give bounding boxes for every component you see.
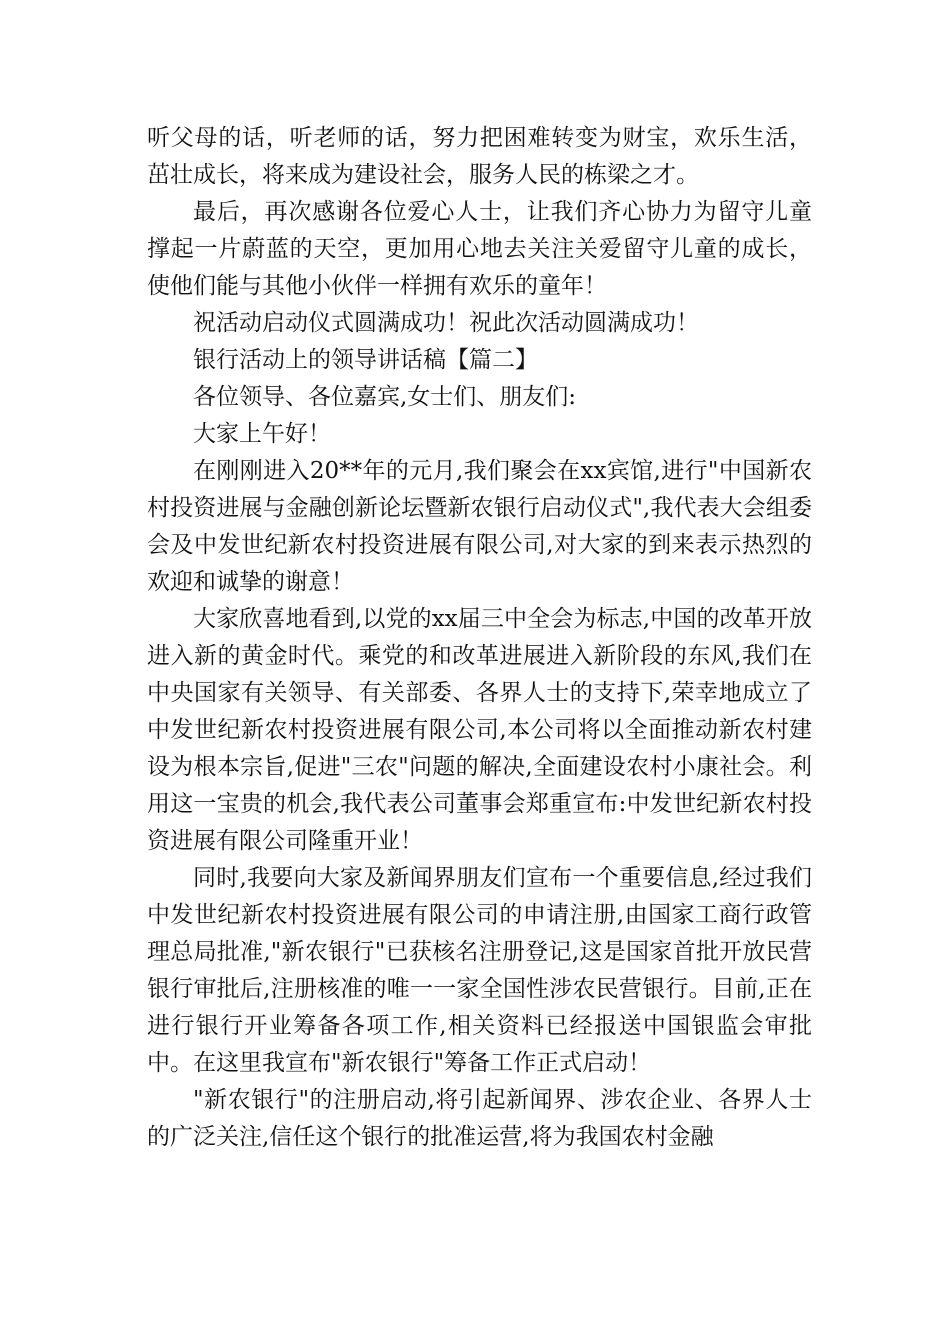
salutation: 各位领导、各位嘉宾,女士们、朋友们:: [193, 384, 577, 410]
paragraph-1: 听父母的话，听老师的话，努力把困难转变为财宝，欢乐生活，茁壮成长，将来成为建设社会，服务人民的栋梁之才。: [147, 125, 812, 188]
paragraph-3: 祝活动启动仪式圆满成功！祝此次活动圆满成功！: [193, 310, 699, 336]
paragraph-9: 同时,我要向大家及新闻界朋友们宣布一个重要信息,经过我们中发世纪新农村投资进展有限公司的申请注册,由国家工商行政管理总局批准,"新农银行"已获核名注册登记,这是国家首批开放民营银行审批后,注册核准的唯一一家全国性涉农民营银行。目前,正在进行银行开业筹备各项工作,相关资料已经报送中国银监会审批中。在这里我宣布"新农银行"筹备工作正式启动！: [147, 865, 812, 1076]
section-heading: 银行活动上的领导讲话稿【篇二】: [193, 347, 538, 373]
greeting: 大家上午好！: [193, 421, 331, 447]
document-body: [147, 120, 812, 1156]
paragraph-2: 最后，再次感谢各位爱心人士，让我们齐心协力为留守儿童撑起一片蔚蓝的天空，更加用心地去关注关爱留守儿童的成长，使他们能与其他小伙伴一样拥有欢乐的童年！: [147, 199, 812, 299]
paragraph-7: 在刚刚进入20**年的元月,我们聚会在xx宾馆,进行"中国新农村投资进展与金融创新论坛暨新农银行启动仪式",我代表大会组委会及中发世纪新农村投资进展有限公司,对大家的到来表示热烈的欢迎和诚挚的谢意！: [147, 458, 812, 595]
paragraph-8: 大家欣喜地看到,以党的xx届三中全会为标志,中国的改革开放进入新的黄金时代。乘党的和改革进展进入新阶段的东风,我们在中央国家有关领导、有关部委、各界人士的支持下,荣幸地成立了中发世纪新农村投资进展有限公司,本公司将以全面推动新农村建设为根本宗旨,促进"三农"问题的解决,全面建设农村小康社会。利用这一宝贵的机会,我代表公司董事会郑重宣布:中发世纪新农村投资进展有限公司隆重开业！: [147, 606, 812, 854]
paragraph-10: "新农银行"的注册启动,将引起新闻界、涉农企业、各界人士的广泛关注,信任这个银行的批准运营,将为我国农村金融: [147, 1087, 812, 1150]
